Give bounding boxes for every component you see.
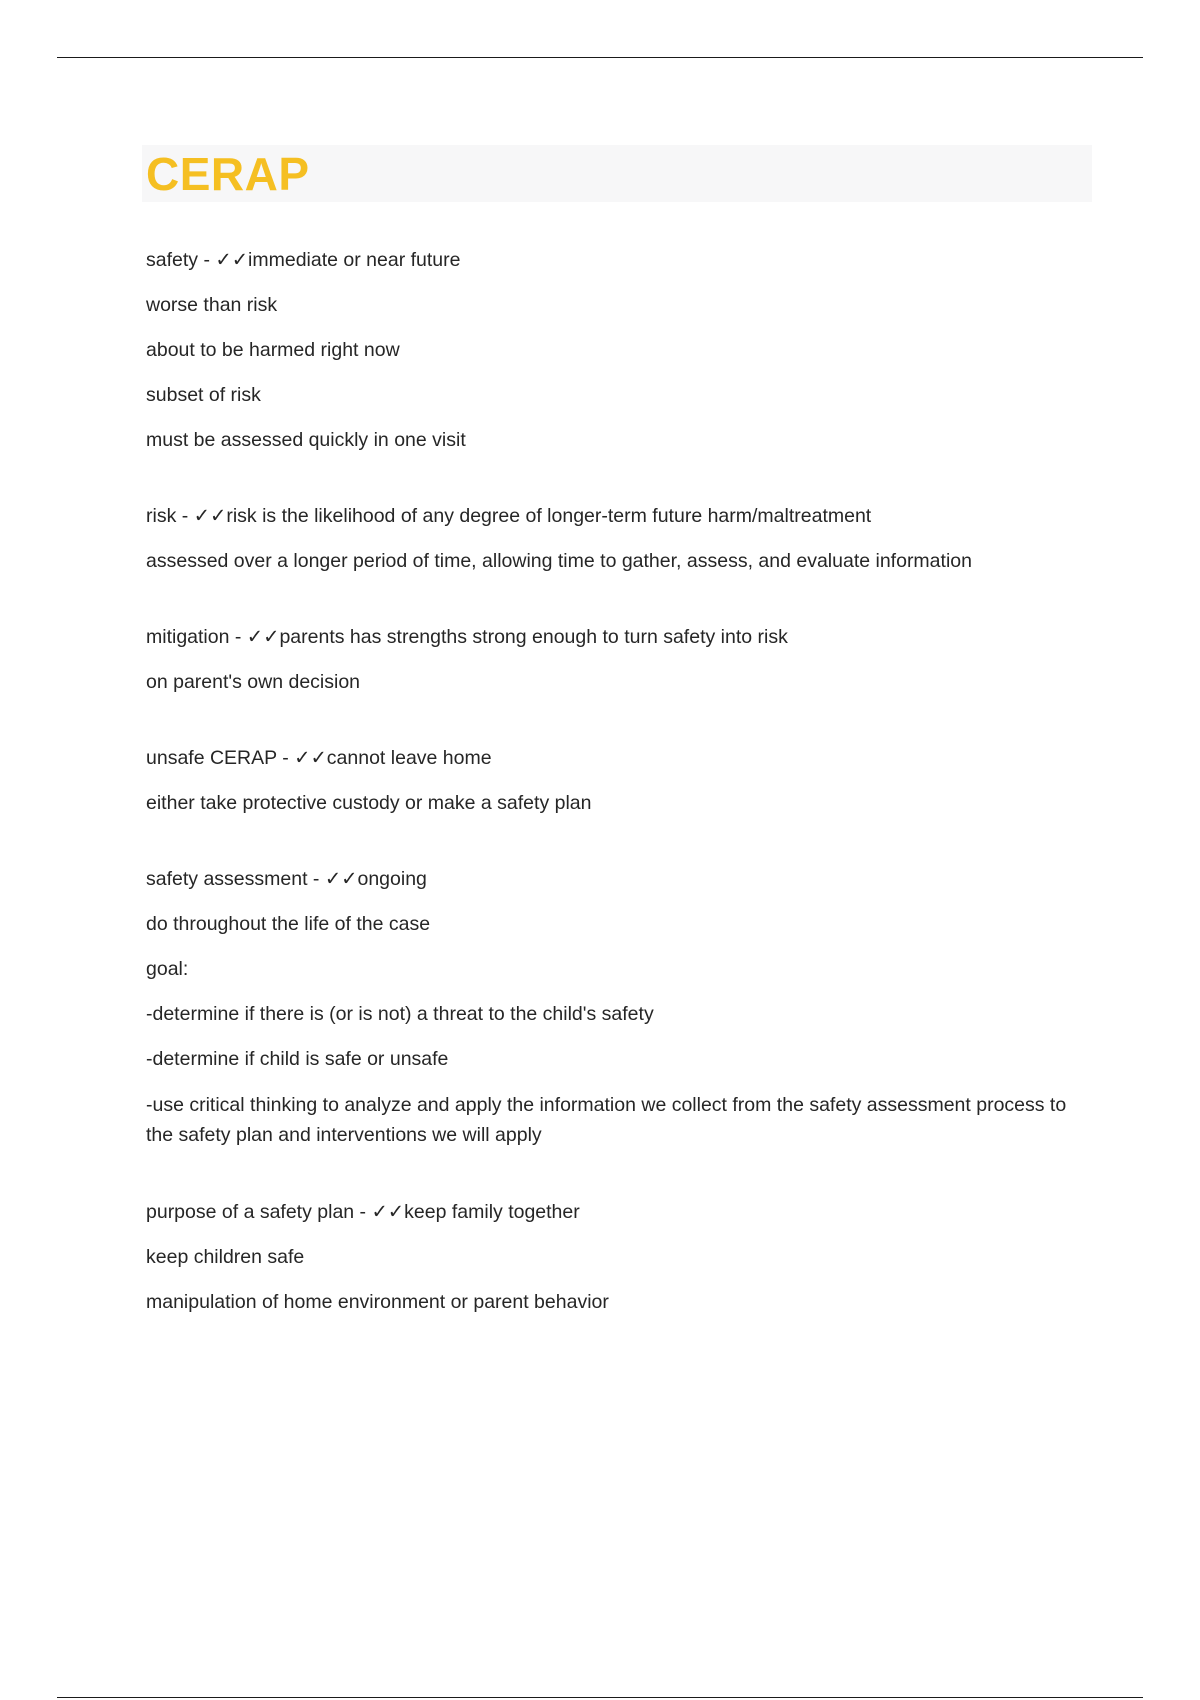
definition-line: -use critical thinking to analyze and apply the information we collect from the safety assessment process to the safety plan and interventions we will apply bbox=[146, 1094, 1072, 1146]
definition-line: goal: bbox=[146, 958, 189, 980]
flashcard-unsafe-cerap bbox=[146, 744, 1096, 817]
flashcard-safety-assessment bbox=[146, 865, 1096, 1150]
term-definition-line: purpose of a safety plan - ✓✓keep family together bbox=[146, 1201, 580, 1223]
definition-line: subset of risk bbox=[146, 384, 261, 406]
term-definition-line: risk - ✓✓risk is the likelihood of any degree of longer-term future harm/maltreatment bbox=[146, 505, 872, 527]
definition-line: must be assessed quickly in one visit bbox=[146, 429, 466, 451]
top-rule bbox=[57, 57, 1143, 58]
definition-line: -determine if there is (or is not) a threat to the child's safety bbox=[146, 1003, 654, 1025]
term-definition-line: unsafe CERAP - ✓✓cannot leave home bbox=[146, 747, 492, 769]
term-definition-line: mitigation - ✓✓parents has strengths strong enough to turn safety into risk bbox=[146, 626, 788, 648]
flashcard-mitigation bbox=[146, 623, 1096, 696]
definition-line: about to be harmed right now bbox=[146, 339, 400, 361]
title-banner bbox=[142, 145, 1092, 202]
flashcard-list bbox=[146, 246, 1096, 1364]
definition-line: manipulation of home environment or parent behavior bbox=[146, 1291, 609, 1313]
definition-line: worse than risk bbox=[146, 294, 278, 316]
flashcard-risk bbox=[146, 502, 1096, 575]
flashcard-safety-plan-purpose bbox=[146, 1198, 1096, 1316]
definition-line: keep children safe bbox=[146, 1246, 305, 1268]
term-definition-line: safety assessment - ✓✓ongoing bbox=[146, 868, 427, 890]
definition-line: on parent's own decision bbox=[146, 671, 361, 693]
definition-line: do throughout the life of the case bbox=[146, 913, 431, 935]
bottom-rule bbox=[57, 1697, 1143, 1698]
term-definition-line: safety - ✓✓immediate or near future bbox=[146, 249, 461, 271]
document-title: CERAP bbox=[146, 148, 310, 200]
definition-line: assessed over a longer period of time, allowing time to gather, assess, and evaluate information bbox=[146, 550, 972, 572]
definition-line: either take protective custody or make a safety plan bbox=[146, 792, 592, 814]
flashcard-safety bbox=[146, 246, 1096, 454]
definition-line: -determine if child is safe or unsafe bbox=[146, 1048, 449, 1070]
